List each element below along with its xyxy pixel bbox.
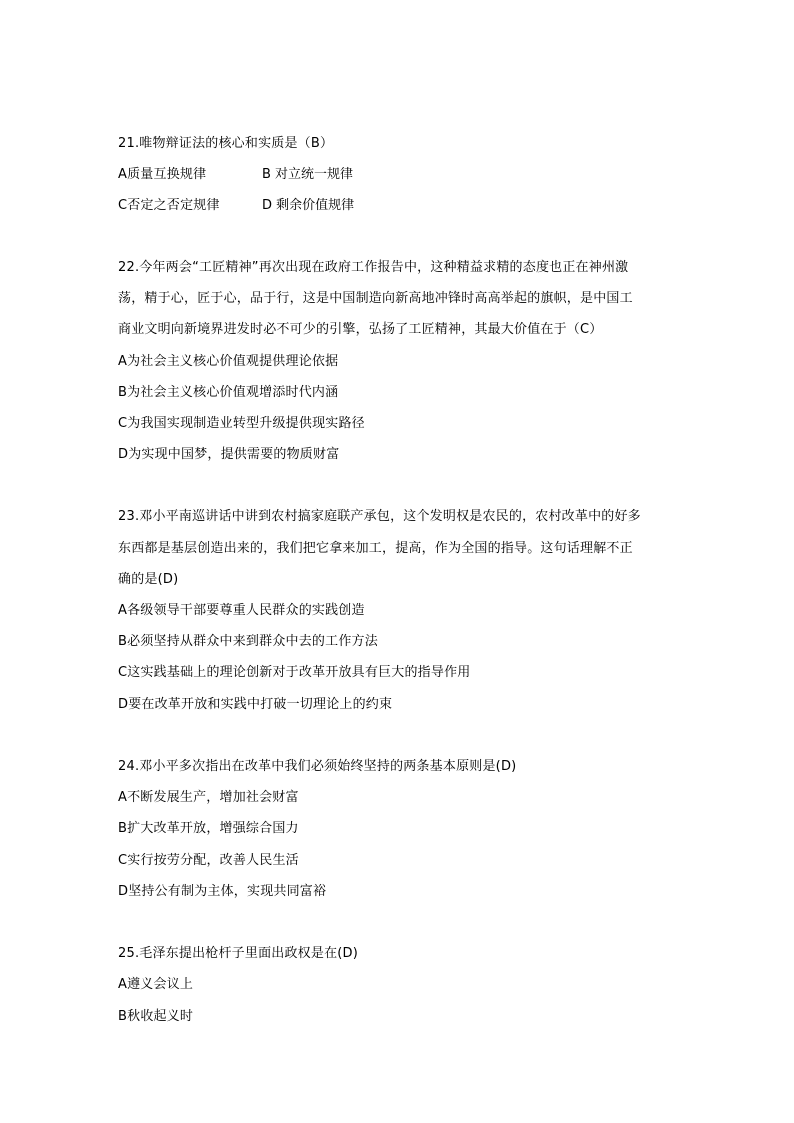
question-22-option-c: C为我国实现制造业转型升级提供现实路径 <box>118 416 365 431</box>
question-21-option-c: C否定之否定规律 <box>118 198 220 213</box>
question-21-option-b: B 对立统一规律 <box>262 167 354 182</box>
question-23-stem-line-2: 东西都是基层创造出来的，我们把它拿来加工，提高，作为全国的指导。这句话理解不正 <box>118 541 633 556</box>
question-23-stem-line-1: 23.邓小平南巡讲话中讲到农村搞家庭联产承包，这个发明权是农民的，农村改革中的好多 <box>118 509 641 524</box>
question-22-option-b: B为社会主义核心价值观增添时代内涵 <box>118 385 339 400</box>
question-24-option-d: D坚持公有制为主体，实现共同富裕 <box>118 884 327 899</box>
question-23-option-a: A各级领导干部要尊重人民群众的实践创造 <box>118 603 365 618</box>
question-23-option-d: D要在改革开放和实践中打破一切理论上的约束 <box>118 697 393 712</box>
question-21-stem: 21.唯物辩证法的核心和实质是（B） <box>118 136 334 151</box>
question-21-option-a: A质量互换规律 <box>118 167 207 182</box>
question-24-stem: 24.邓小平多次指出在改革中我们必须始终坚持的两条基本原则是(D) <box>118 759 517 774</box>
question-25-option-a: A遵义会议上 <box>118 977 194 992</box>
question-22-option-a: A为社会主义核心价值观提供理论依据 <box>118 354 339 369</box>
question-24-option-c: C实行按劳分配，改善人民生活 <box>118 853 299 868</box>
question-22-stem-line-1: 22.今年两会“工匠精神”再次出现在政府工作报告中，这种精益求精的态度也正在神州激 <box>118 260 629 275</box>
question-23-option-b: B必须坚持从群众中来到群众中去的工作方法 <box>118 634 378 649</box>
question-25-option-b: B秋收起义时 <box>118 1009 194 1024</box>
question-22-option-d: D为实现中国梦，提供需要的物质财富 <box>118 447 340 462</box>
question-23-option-c: C这实践基础上的理论创新对于改革开放具有巨大的指导作用 <box>118 665 471 680</box>
question-25-stem: 25.毛泽东提出枪杆子里面出政权是在(D) <box>118 946 359 961</box>
question-23-stem-line-3: 确的是(D) <box>118 572 179 587</box>
question-21-option-d: D 剩余价值规律 <box>262 198 355 213</box>
question-22-stem-line-3: 商业文明向新境界进发时必不可少的引擎，弘扬了工匠精神，其最大价值在于（C） <box>118 322 603 337</box>
question-24-option-a: A不断发展生产，增加社会财富 <box>118 790 299 805</box>
question-24-option-b: B扩大改革开放，增强综合国力 <box>118 821 299 836</box>
question-22-stem-line-2: 荡，精于心，匠于心，品于行，这是中国制造向新高地冲锋时高高举起的旗帜，是中国工 <box>118 291 633 306</box>
